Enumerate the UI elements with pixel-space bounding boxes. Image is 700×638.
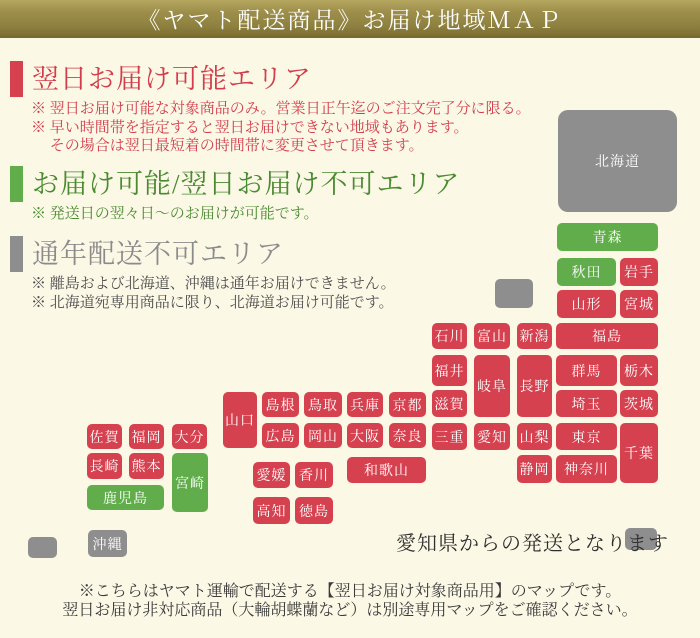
prefecture-fukushima: 福島 [556, 323, 658, 349]
shipping-origin-note: 愛知県からの発送となります [396, 533, 669, 555]
footer-line: 翌日お届け非対応商品（大輪胡蝶蘭など）は別途専用マップをご確認ください。 [62, 602, 638, 619]
prefecture-saitama: 埼玉 [556, 390, 617, 417]
prefecture-wakayama: 和歌山 [347, 457, 426, 483]
prefecture-shimane: 島根 [262, 392, 299, 417]
prefecture-aomori: 青森 [557, 223, 658, 251]
prefecture-tottori: 鳥取 [304, 392, 342, 417]
legend-note: ※ 翌日お届け可能な対象商品のみ。営業日正午迄のご注文完了分に限る。 [31, 101, 531, 117]
prefecture-kagoshima: 鹿児島 [87, 485, 164, 510]
prefecture-kagawa: 香川 [295, 462, 333, 488]
legend-not-deliverable-title: 通年配送不可エリア [10, 236, 396, 272]
prefecture-gifu: 岐阜 [474, 355, 510, 417]
legend-note: その場合は翌日最短着の時間帯に変更させて頂きます。 [31, 138, 424, 154]
prefecture-hyogo: 兵庫 [347, 392, 383, 417]
prefecture-okayama: 岡山 [304, 423, 342, 448]
prefecture-toyama: 富山 [474, 323, 510, 349]
footer-line: ※こちらはヤマト運輸で配送する【翌日お届け対象商品用】のマップです。 [78, 583, 622, 600]
prefecture-tochigi: 栃木 [620, 355, 658, 386]
prefecture-kochi: 高知 [253, 497, 290, 524]
prefecture-ishikawa: 石川 [432, 323, 467, 349]
prefecture-ehime: 愛媛 [253, 462, 290, 488]
page-title: 《ヤマト配送商品》お届け地域ＭＡＰ [137, 7, 563, 33]
prefecture-oita: 大分 [172, 424, 207, 449]
footer-note [0, 582, 700, 620]
prefecture-fukui: 福井 [432, 355, 467, 386]
prefecture-ibaraki: 茨城 [620, 390, 658, 417]
prefecture-hiroshima: 広島 [262, 423, 299, 448]
prefecture-saga: 佐賀 [87, 424, 122, 449]
prefecture-nagano: 長野 [517, 355, 552, 417]
prefecture-yamagata: 山形 [557, 290, 616, 318]
prefecture-kanagawa: 神奈川 [556, 455, 617, 483]
prefecture-shiga: 滋賀 [432, 390, 467, 417]
prefecture-miyagi: 宮城 [620, 290, 658, 318]
legend-deliverable-title: お届け可能/翌日お届け不可エリア [10, 166, 461, 202]
prefecture-akita: 秋田 [557, 258, 616, 286]
prefecture-chiba: 千葉 [620, 423, 658, 483]
legend-note: ※ 離島および北海道、沖縄は通年お届けできません。 [31, 276, 396, 292]
prefecture-aichi: 愛知 [474, 423, 510, 450]
sado-island-box [495, 279, 533, 308]
prefecture-yamanashi: 山梨 [517, 423, 552, 450]
prefecture-nara: 奈良 [389, 423, 426, 448]
legend-next-day-title: 翌日お届け可能エリア [10, 61, 531, 97]
prefecture-gunma: 群馬 [556, 355, 617, 386]
prefecture-nagasaki: 長崎 [87, 453, 122, 479]
legend-note: ※ 発送日の翌々日〜のお届けが可能です。 [31, 206, 319, 222]
prefecture-okinawa: 沖縄 [88, 530, 127, 557]
legend-note: ※ 早い時間帯を指定すると翌日お届けできない地域もあります。 [31, 119, 469, 136]
prefecture-miyazaki: 宮崎 [172, 453, 208, 512]
prefecture-osaka: 大阪 [347, 423, 383, 448]
prefecture-kyoto: 京都 [389, 392, 426, 417]
prefecture-yamaguchi: 山口 [223, 392, 257, 448]
legend-note: ※ 北海道宛専用商品に限り、北海道お届け可能です。 [31, 294, 394, 311]
island-southwest-box [28, 537, 57, 558]
prefecture-mie: 三重 [432, 423, 467, 450]
prefecture-tokyo: 東京 [556, 423, 617, 450]
prefecture-niigata: 新潟 [517, 323, 552, 349]
prefecture-fukuoka: 福岡 [129, 424, 164, 449]
prefecture-iwate: 岩手 [620, 258, 658, 286]
prefecture-tokushima: 徳島 [295, 497, 333, 524]
prefecture-shizuoka: 静岡 [517, 455, 552, 483]
prefecture-hokkaido: 北海道 [558, 110, 677, 212]
prefecture-kumamoto: 熊本 [129, 453, 164, 479]
